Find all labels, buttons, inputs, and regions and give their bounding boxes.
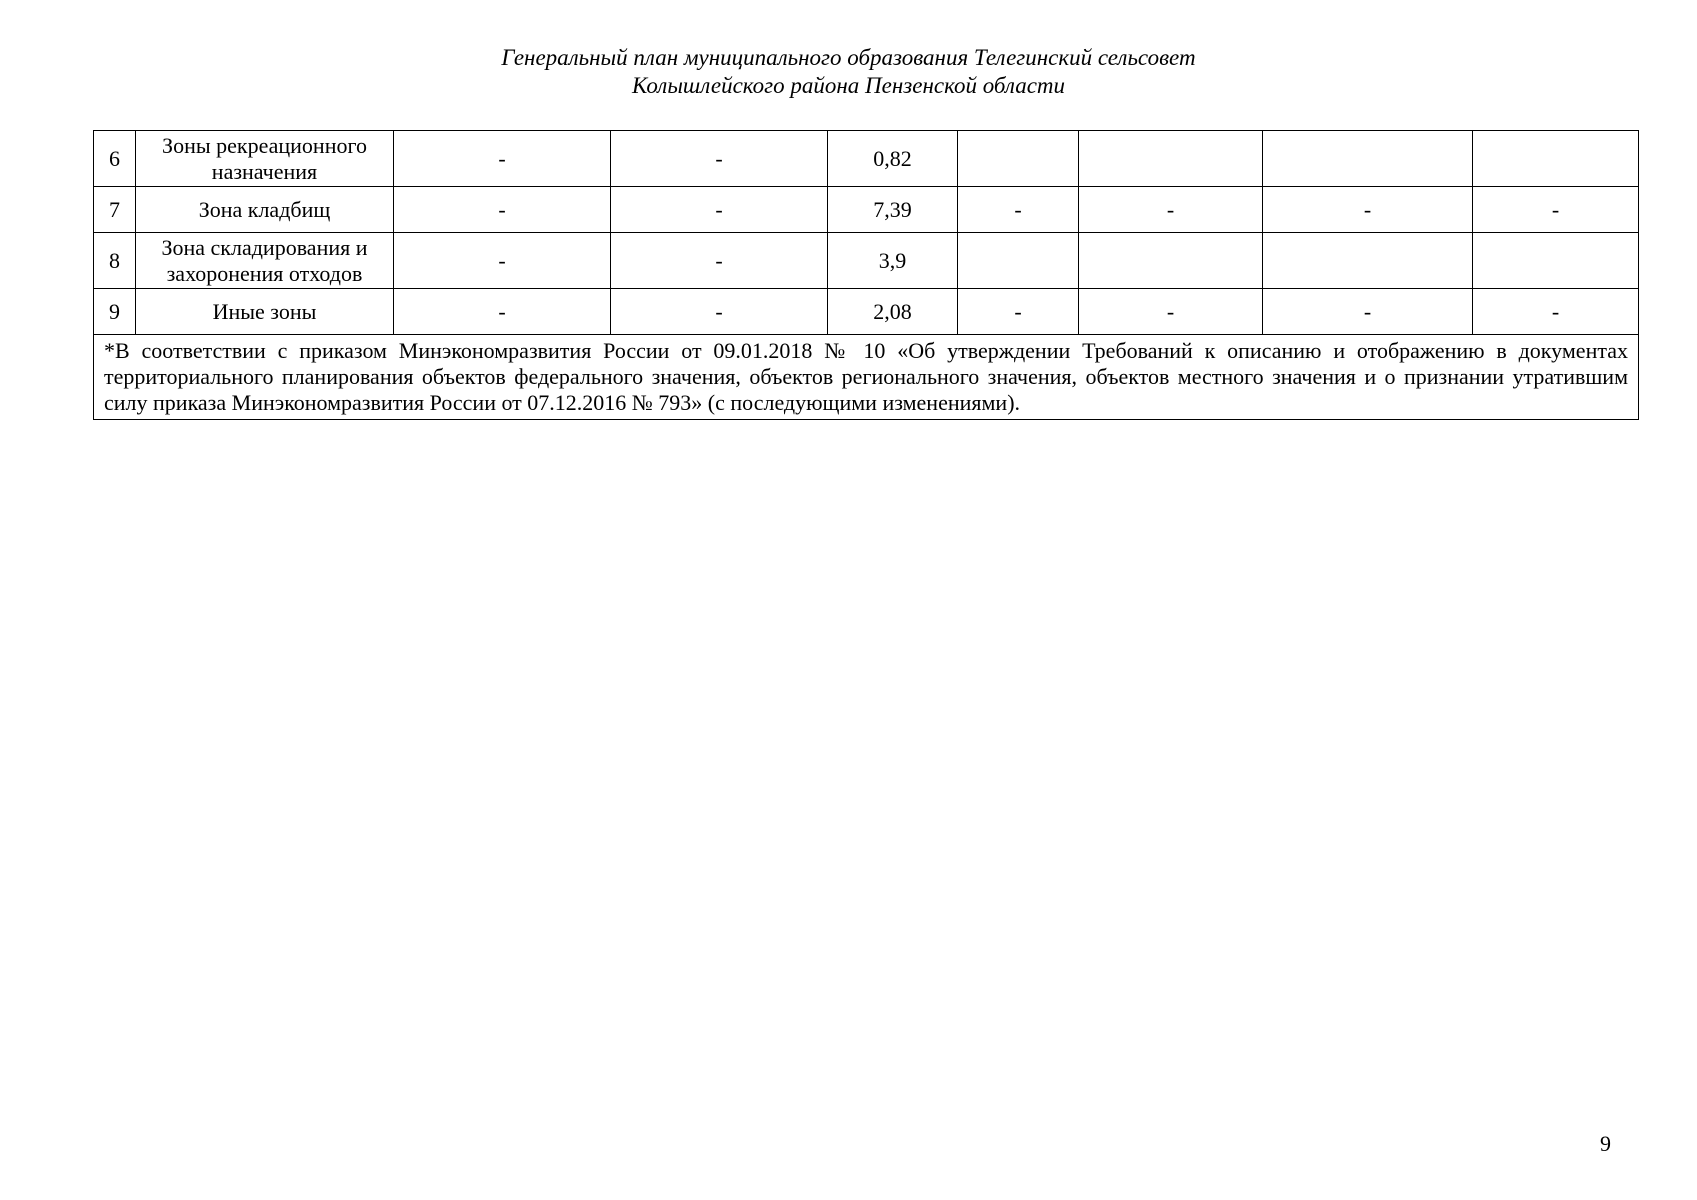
cell-value: - [1079,187,1263,233]
cell-value: - [611,233,828,289]
cell-value: - [958,289,1079,335]
cell-value: - [1473,187,1639,233]
cell-value: - [394,187,611,233]
zone-name: Зоны рекреационного назначения [136,131,394,187]
row-number: 9 [94,289,136,335]
cell-value: - [394,233,611,289]
cell-value [958,131,1079,187]
cell-value: - [1263,289,1473,335]
cell-value [1473,131,1639,187]
zone-name: Иные зоны [136,289,394,335]
cell-value: - [394,289,611,335]
cell-value: - [1473,289,1639,335]
cell-value: 7,39 [828,187,958,233]
header-line-1: Генеральный план муниципального образования Телегинский сельсовет [501,45,1196,70]
zones-table [93,130,1639,420]
cell-value [1079,233,1263,289]
document-header [0,44,1697,100]
cell-value: 3,9 [828,233,958,289]
zone-name: Зона кладбищ [136,187,394,233]
footnote-text: *В соответствии с приказом Минэкономразвития России от 09.01.2018 № 10 «Об утверждении Требований к описанию и отображению в документах территориального планирования объектов федерального значения, объектов регионального значения, объектов местного значения и о признании утратившим силу приказа Минэкономразвития России от 07.12.2016 № 793» (с последующими изменениями). [104,338,1628,415]
cell-value [1263,131,1473,187]
cell-value: - [1263,187,1473,233]
cell-value [1263,233,1473,289]
cell-value [1079,131,1263,187]
table-row [94,131,1639,187]
cell-value: - [394,131,611,187]
cell-value [958,233,1079,289]
cell-value: - [611,289,828,335]
table-row [94,289,1639,335]
cell-value: - [1079,289,1263,335]
footnote-row [94,335,1639,420]
header-line-2: Колышлейского района Пензенской области [631,73,1066,98]
cell-value [1473,233,1639,289]
table-row [94,187,1639,233]
footnote-cell [94,335,1639,420]
page-number: 9 [1600,1131,1611,1156]
cell-value: 2,08 [828,289,958,335]
row-number: 6 [94,131,136,187]
table-row [94,233,1639,289]
cell-value: - [958,187,1079,233]
row-number: 7 [94,187,136,233]
cell-value: - [611,131,828,187]
cell-value: 0,82 [828,131,958,187]
cell-value: - [611,187,828,233]
zone-name: Зона складирования и захоронения отходов [136,233,394,289]
row-number: 8 [94,233,136,289]
